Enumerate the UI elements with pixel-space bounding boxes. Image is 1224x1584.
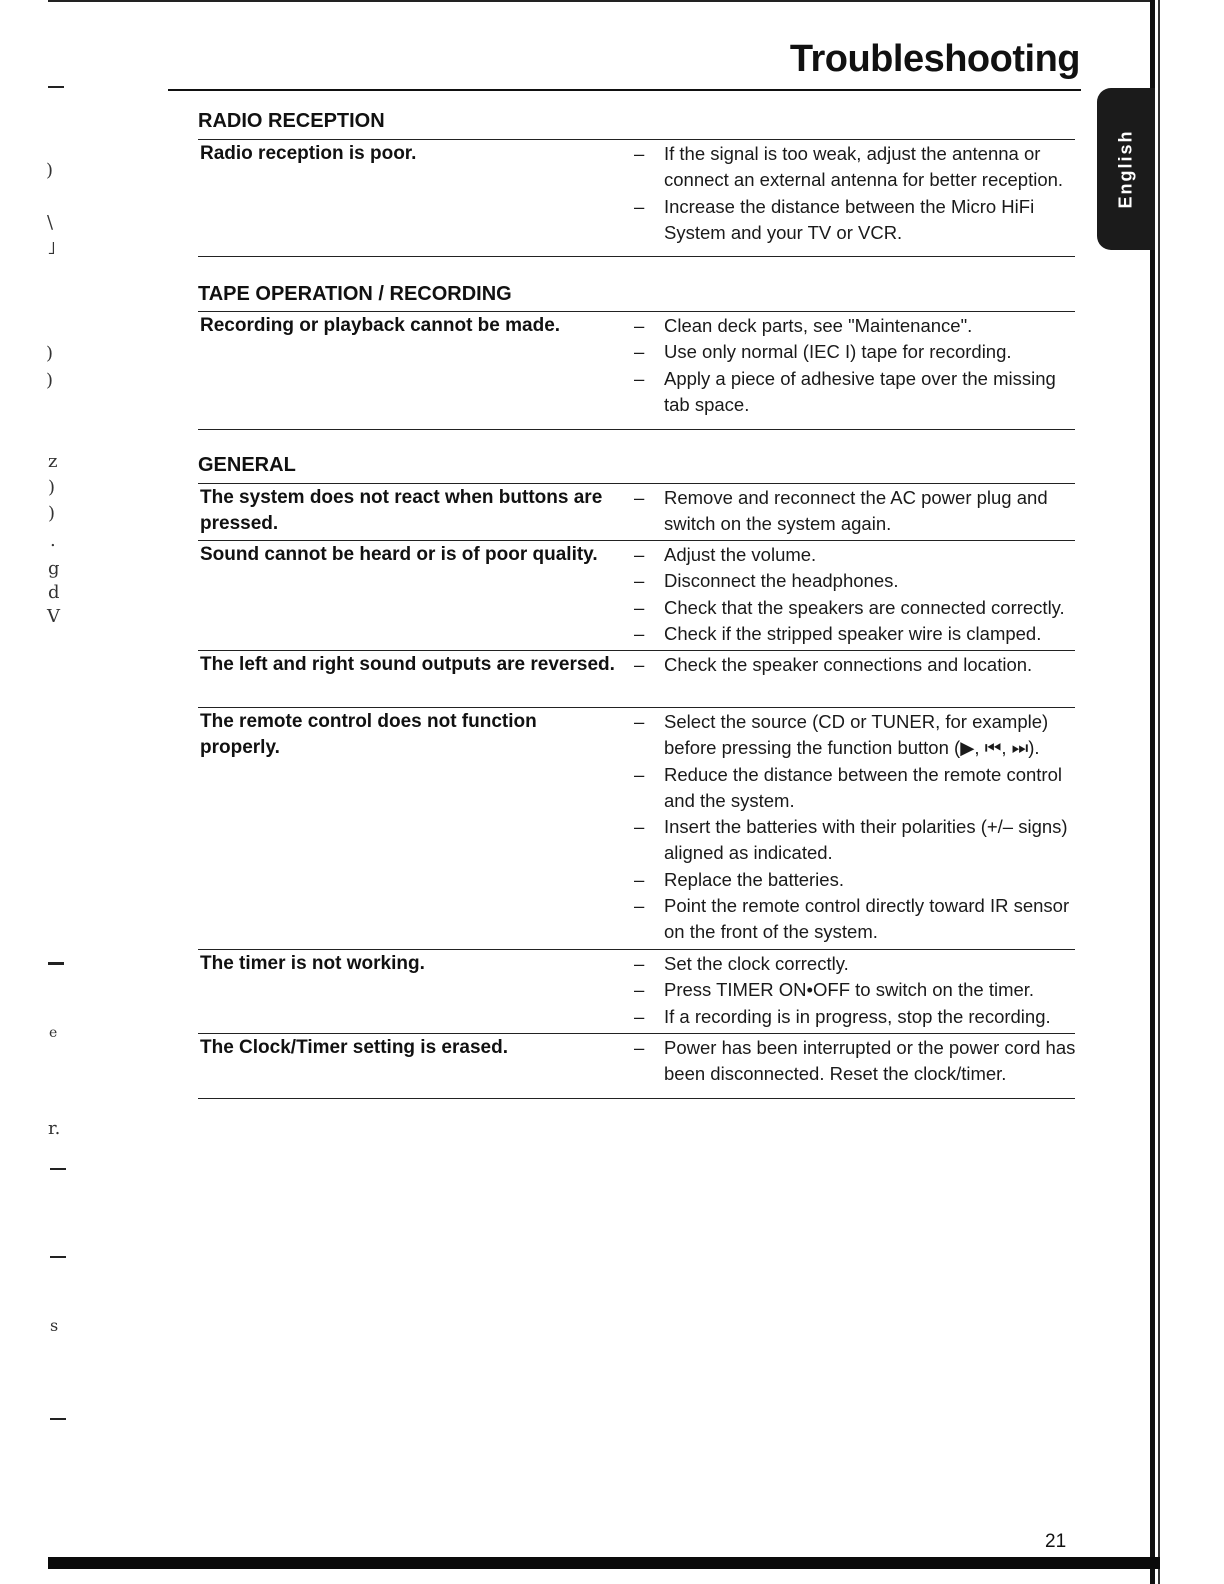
solution-item: – Press TIMER ON•OFF to switch on the timer. — [632, 977, 1082, 1003]
problem-radio-reception-poor: Radio reception is poor. — [200, 143, 417, 164]
solution-item: – Remove and reconnect the AC power plug and switch on the system again. — [632, 485, 1082, 538]
problem-outputs-reversed: The left and right sound outputs are reversed. — [200, 654, 615, 675]
solution-item: – Adjust the volume. — [632, 542, 1082, 568]
margin-mark: ) — [46, 370, 54, 391]
row-rule — [198, 1033, 1075, 1034]
problem-timer-not-working: The timer is not working. — [200, 953, 425, 974]
solution-item: – Disconnect the headphones. — [632, 568, 1082, 594]
margin-mark: r. — [48, 1118, 61, 1139]
solution-list — [632, 485, 1082, 538]
margin-mark: z — [48, 451, 58, 472]
scan-edge-bottom — [48, 1557, 1160, 1569]
problem-sound-poor: Sound cannot be heard or is of poor quality. — [200, 544, 598, 565]
solution-item: – Power has been interrupted or the power cord has been disconnected. Reset the clock/timer. — [632, 1035, 1082, 1088]
language-tab — [1097, 88, 1155, 250]
solution-list — [632, 141, 1082, 246]
language-tab-label: English — [1115, 129, 1136, 209]
solution-item: – Apply a piece of adhesive tape over the missing tab space. — [632, 366, 1082, 419]
solution-item: – If a recording is in progress, stop the recording. — [632, 1004, 1082, 1030]
margin-dash-mark — [50, 1168, 66, 1170]
margin-mark: g — [48, 558, 60, 579]
margin-mark: \ — [47, 212, 54, 233]
margin-mark: s — [50, 1316, 59, 1335]
margin-mark: ˩ — [47, 238, 56, 259]
problem-recording-playback: Recording or playback cannot be made. — [200, 315, 561, 336]
section-rule — [198, 483, 1075, 484]
row-rule — [198, 949, 1075, 950]
problem-remote-control: The remote control does not function properly. — [200, 711, 537, 758]
solution-item: – Replace the batteries. — [632, 867, 1082, 893]
section-end-rule — [198, 256, 1075, 257]
section-rule — [198, 311, 1075, 312]
solution-list — [632, 313, 1082, 418]
margin-mark: ) — [46, 160, 54, 181]
solution-list — [632, 1035, 1082, 1088]
solution-item: – Check the speaker connections and location. — [632, 652, 1082, 678]
solution-item: – Select the source (CD or TUNER, for example) before pressing the function button (▶, ⏮, ⏭). — [632, 709, 1082, 762]
solution-item: – Set the clock correctly. — [632, 951, 1082, 977]
solution-list — [632, 709, 1082, 946]
margin-mark: ) — [48, 503, 56, 524]
row-rule — [198, 707, 1075, 708]
page-title: Troubleshooting — [789, 38, 1080, 80]
section-heading-general: GENERAL — [198, 454, 296, 476]
solution-item: – Insert the batteries with their polarities (+/– signs) aligned as indicated. — [632, 814, 1082, 867]
margin-mark: . — [50, 530, 56, 551]
solution-item: – Check that the speakers are connected correctly. — [632, 595, 1082, 621]
solution-item: – Reduce the distance between the remote control and the system. — [632, 762, 1082, 815]
margin-mark: V — [47, 606, 60, 627]
solution-item: – Use only normal (IEC I) tape for recording. — [632, 339, 1082, 365]
section-heading-tape-operation: TAPE OPERATION / RECORDING — [198, 283, 512, 305]
section-heading-radio-reception: RADIO RECEPTION — [198, 110, 385, 132]
section-end-rule — [198, 1098, 1075, 1099]
section-rule — [198, 139, 1075, 140]
problem-clock-timer-erased: The Clock/Timer setting is erased. — [200, 1037, 508, 1058]
margin-dash-mark — [50, 1256, 66, 1258]
margin-dash-mark — [48, 962, 64, 965]
solution-item: – Increase the distance between the Micro HiFi System and your TV or VCR. — [632, 194, 1082, 247]
title-rule — [168, 89, 1081, 91]
margin-mark: e — [49, 1025, 58, 1041]
row-rule — [198, 650, 1075, 651]
margin-mark: d — [48, 582, 60, 603]
scan-edge-top — [48, 0, 1150, 2]
solution-item: – Point the remote control directly toward IR sensor on the front of the system. — [632, 893, 1082, 946]
problem-system-no-react: The system does not react when buttons are pressed. — [200, 487, 603, 534]
margin-dash-mark — [50, 1418, 66, 1420]
margin-mark: ) — [48, 477, 56, 498]
section-end-rule — [198, 429, 1075, 430]
solution-list — [632, 542, 1082, 647]
margin-mark: ) — [46, 343, 54, 364]
scan-edge-right-inner — [1158, 0, 1160, 1584]
solution-item: – If the signal is too weak, adjust the antenna or connect an external antenna for better reception. — [632, 141, 1082, 194]
solution-item: – Clean deck parts, see "Maintenance". — [632, 313, 1082, 339]
page-number: 21 — [1045, 1531, 1067, 1552]
solution-list — [632, 652, 1082, 678]
margin-dash-mark — [48, 86, 64, 88]
row-rule — [198, 540, 1075, 541]
solution-item: – Check if the stripped speaker wire is clamped. — [632, 621, 1082, 647]
solution-list — [632, 951, 1082, 1030]
